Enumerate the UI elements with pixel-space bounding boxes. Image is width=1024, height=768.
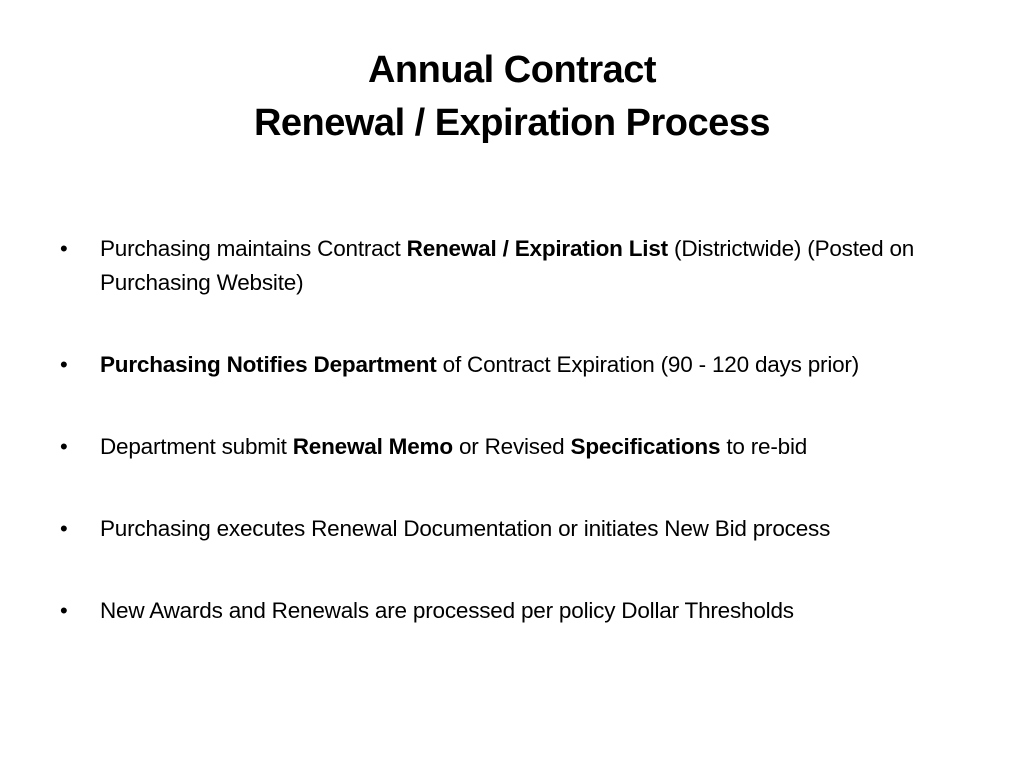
title-line-1: Annual Contract: [367, 49, 657, 91]
bullet-list: [58, 232, 978, 628]
title-line-2: Renewal / Expiration Process: [253, 102, 771, 144]
bullet-icon: •: [60, 434, 68, 459]
slide-title: [100, 44, 924, 150]
bullet-item: [58, 512, 978, 546]
bullet-text: Purchasing Notifies Department of Contract Expiration (90 - 120 days prior): [100, 352, 860, 377]
bullet-icon: •: [60, 236, 68, 261]
bullet-text: Purchasing maintains Contract Renewal / Expiration List (Districtwide) (Posted on Purchasing Website): [100, 236, 915, 295]
bullet-text: Department submit Renewal Memo or Revised Specifications to re-bid: [100, 434, 808, 459]
bullet-icon: •: [60, 598, 68, 623]
bullet-text: Purchasing executes Renewal Documentation or initiates New Bid process: [100, 516, 831, 541]
bullet-item: [58, 232, 978, 300]
bullet-icon: •: [60, 352, 68, 377]
bullet-item: [58, 430, 978, 464]
bullet-item: [58, 348, 978, 382]
bullet-icon: •: [60, 516, 68, 541]
bullet-item: [58, 594, 978, 628]
bullet-text: New Awards and Renewals are processed per policy Dollar Thresholds: [100, 598, 794, 623]
